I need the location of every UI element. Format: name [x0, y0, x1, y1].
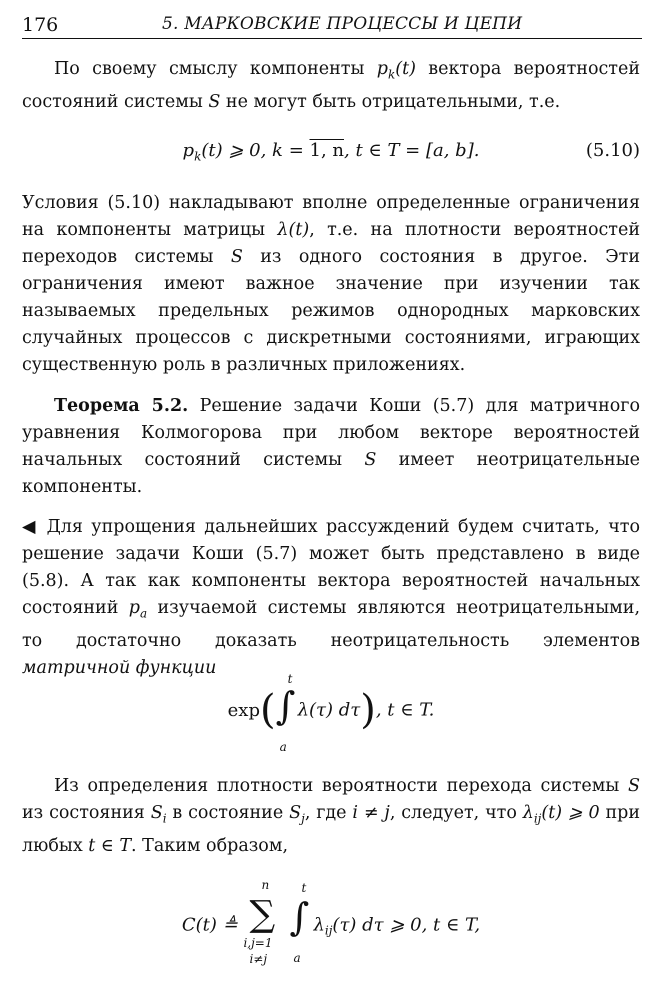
theorem-5-2: Теорема 5.2. Решение задачи Коши (5.7) для матричного уравнения Колмогорова при любом векторе вероятностей начальных состояний системы S имеет неотрицательные компоненты. — [22, 396, 640, 497]
equation-5-10: $p_k(t)$ ⩾ 0, k = 1, n, t ∈ T = [a, b]. (5.10) — [182, 140, 640, 164]
theorem-heading: Теорема 5.2. — [54, 396, 189, 416]
paragraph-2: Условия (5.10) накладывают вполне определенные ограничения на компоненты матрицы λ(t), т.е. на плотности вероятностей переходов системы S из одного состояния в другое. Эти ограничения имеют важное значение при изучении так называемых предельных режимов однородных марковских случайных процессов с дискретными состояниями, играющих существенную роль в различных приложениях. — [22, 193, 640, 375]
equation-matrix-exponential: exp( t ∫ a λ(τ) dτ), t ∈ T. — [227, 672, 435, 754]
paragraph-3: Из определения плотности вероятности перехода системы S из состояния $S_i$ в состояние $S_j$, где i ≠ j, следует, что $\lambda_{ij}(t)$ ⩾ 0 при любых t ∈ T. Таким образом, — [22, 776, 640, 856]
proof-paragraph: ◀ Для упрощения дальнейших рассуждений будем считать, что решение задачи Коши (5.7) может быть представлено в виде (5.8). А так как компоненты вектора вероятностей начальных состояний $p_a$ изучаемой системы являются неотрицательными, то достаточно доказать неотрицательность элементов матричной функции — [22, 517, 641, 678]
equation-number: (5.10) — [585, 140, 640, 161]
proof-start-marker: ◀ — [22, 517, 39, 537]
page-number: 176 — [22, 14, 59, 36]
running-title: 5. МАРКОВСКИЕ ПРОЦЕССЫ И ЦЕПИ — [162, 14, 523, 34]
paragraph-1: По своему смыслу компоненты $p_k(t)$ вектора вероятностей состояний системы S не могут быть отрицательными, т.е. — [22, 59, 640, 112]
page-header — [22, 10, 642, 39]
equation-C-of-t: C(t) ≜ n ∑ i,j=1 i≠j t ∫ a $\lambda_{ij}(\tau)$ dτ ⩾ 0, t ∈ T, — [181, 878, 481, 966]
